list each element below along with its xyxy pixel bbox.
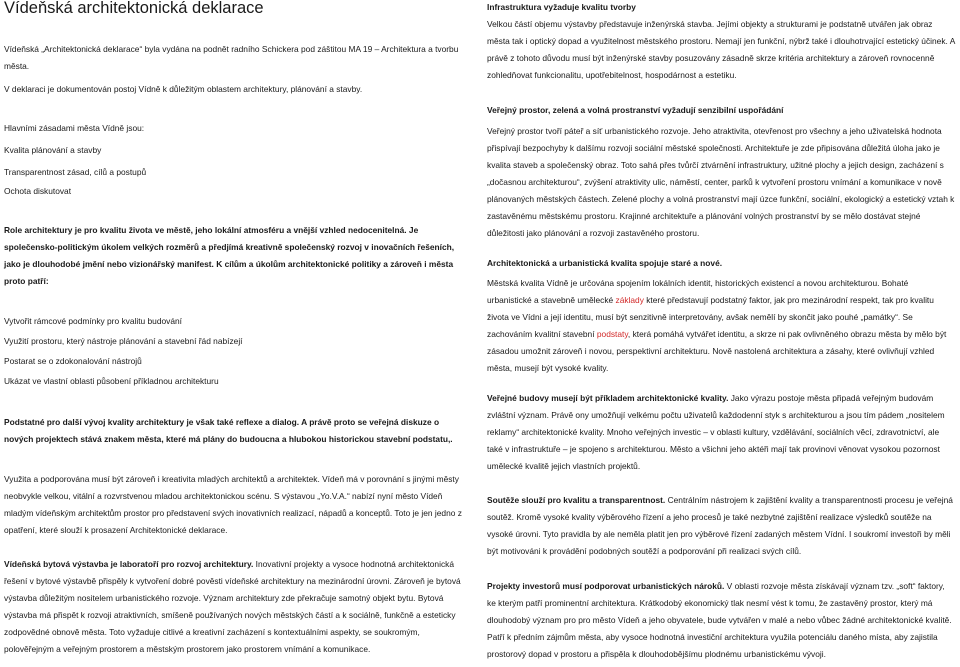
goal-item: Vytvořit rámcové podmínky pro kvalitu budování bbox=[4, 316, 182, 326]
housing-heading: Vídeňská bytová výstavba je laboratoří pro rozvoj architektury. bbox=[4, 559, 254, 569]
principle-item: Transparentnost zásad, cílů a postupů bbox=[4, 167, 147, 177]
competitions-text: Centrálním nástrojem k zajištění kvality a transparentnosti procesu je veřejná soutěž. Kromě vysoké kvality výběrového řízení a jeho procesů je také nezbytné zajištění realizace výsledků soutěže na vysoké úrovni. Tyto pravidla by ale neměla platit jen pro výběrové řízení zadaných městem Vídní. I soukromí investoři by měli být motivováni k provádění podobných soutěží a podporování při realizaci svých cílů. bbox=[487, 495, 953, 556]
highlight-word: podstaty bbox=[596, 329, 628, 339]
housing-text: Inovativní projekty a vysoce hodnotná architektonická řešení v bytové výstavbě přispěly k vytvoření dobré pověsti vídeňské architektury na mezinárodní úrovni. Zároveň je bytová výstavba důležitým nositelem urbanistického rozvoje. Význam architektury zde překračuje samotný objekt bytu. Bytová výstavba má přispět k rozvoji atraktivních, smíšeně používaných nových městských částí a k sociálně, funkčně a esteticky zodpovědné obnově města. Toto vyžaduje citlivé a kreativní zacházení s kontextuálními aspekty, se soukromým, polověřejným a veřejným prostorem a městským prostorem jako prostorem vnímání a komunikace. bbox=[4, 559, 461, 654]
investor-projects-paragraph bbox=[487, 578, 955, 663]
public-space-paragraph: Veřejný prostor tvoří páteř a síť urbanistického rozvoje. Jeho atraktivita, otevřenost pro všechny a jeho uživatelská hodnota přispívají bezpochyby k dalšímu rozvoji sociální městské společnosti. Architektuře je zde připisována důležitá úloha jako je kvalita staveb a společenský obraz. Toto sahá přes tvůrčí ztvárnění infrastruktury, užitné plochy a jejich design, zacházení s „dočasnou architekturou“, zvýšení atraktivity ulic, náměstí, center, parků k vytvoření prostoru vnímání a komunikace v nově plánovaných městských částech. Zelené plochy a volná prostranství mají úzce funkční, sociální, ekologický a estetický vztah k zastavěnému městskému prostoru. Krajinné architektuře a plánování volných prostranství by se mělo dostávat stejné důležitosti jako plánování a rozvoji zastavěného prostoru. bbox=[487, 126, 955, 238]
urban-quality-heading: Architektonická a urbanistická kvalita spojuje staré a nové. bbox=[487, 258, 723, 268]
public-buildings-paragraph bbox=[487, 390, 955, 475]
intro-paragraph-2: V deklaraci je dokumentován postoj Vídně k důležitým oblastem architektury, plánování a stavby. bbox=[4, 84, 363, 94]
principles-heading: Hlavními zásadami města Vídně jsou: bbox=[4, 123, 145, 133]
investor-projects-text: V oblasti rozvoje města získávají význam tzv. „soft“ faktory, ke kterým patří prominentní architektura. Krátkodobý ekonomický tlak nesmí vést k tomu, že zastavěný prostor, který má dlouhodobý význam pro pro město Vídeň a jeho obyvatele, bude vytvářen v malé a nebo vůbec žádné architektonické kvalitě. Patří k předním zájmům města, aby vysoce hodnotná investiční architektura využila potenciálu daného místa, aby zajistila prostorový dopad v prostoru a přispěla k dlouhodobějšímu plodnému urbanistickému vývoji. bbox=[487, 581, 952, 659]
competitions-paragraph bbox=[487, 492, 955, 560]
young-architects-paragraph: Využita a podporována musí být zároveň i kreativita mladých architektů a architektek. Vídeň má v porovnání s jinými městy neobvykle velkou, vitální a rozvrstvenou mladou architektonickou scénu. S výstavou „Yo.V.A.“ nabízí nyní město Vídeň mladým vídeňským architektům prostor pro představení svých inovativních realizací, nápadů a konceptů. Toto je jen jedno z opatření, které slouží k prosazení Architektonické deklarace. bbox=[4, 474, 462, 535]
housing-paragraph bbox=[4, 556, 470, 658]
goal-item: Ukázat ve vlastní oblasti působení příkladnou architekturu bbox=[4, 376, 219, 386]
urban-text-c: , která pomáhá vytvářet identitu, a skrze ni pak ovlivněného obrazu města by mělo být zásadou umožnit zároveň i novou, perspektivní architekturu. Nově nastolená architektura a zásahy, které ovlivňují vzhled města, musejí být vysoké kvality. bbox=[487, 329, 947, 373]
role-paragraph: Role architektury je pro kvalitu života ve městě, jeho lokální atmosféru a vnější vzhled nedocenitelná. Je společensko-politickým úkolem velkých rozměrů a předjímá kreativně společenský rozvoj v inovačních řešeních, jako je dlouhodobé jmění nebo vizionářský manifest. K cílům a úkolům architektonické politiky a zároveň i města proto patří: bbox=[4, 225, 455, 286]
infrastructure-paragraph: Velkou částí objemu výstavby představuje inženýrská stavba. Jejími objekty a strukturami je podstatně utvářen jak obraz města tak i optický dopad a využitelnost městského prostoru. Nemají jen funkční, nýbrž také i dlouhotrvající estetický účinek. A právě z tohoto důvodu musí být inženýrské stavby posuzovány zásadně skrze kritéria architektury a zároveň rovnocenně zohledňovat funkcionalitu, upotřebitelnost, hospodárnost a estetiku. bbox=[487, 19, 955, 80]
urban-text-a: Městská kvalita Vídně je určována spojením lokálních identit, historických existencí a novou architekturou. Bohaté urbanistické a stavebně umělecké bbox=[487, 278, 909, 305]
highlight-word: základy bbox=[615, 295, 644, 305]
urban-text-b: které představují podstatný faktor, jak pro mezinárodní respekt, tak pro kvalitu života ve Vídni a její identitu, musí být senzitivně interpretovány, avšak nemělí by skončit jako pouhé „památky“. Se zachováním kvalitní stavební bbox=[487, 295, 934, 339]
public-buildings-text: Jako výrazu postoje města připadá veřejným budovám zvláštní význam. Právě ony umožňují velkému počtu uživatelů každodenní styk s architekturou a jsou tím pádem „nositelem reklamy“ architektonické kvality. Mnoho veřejných investic – v oblasti kultury, vzdělávání, sociálních věcí, zdravotnictví, ale také v infrastruktuře – je spojeno s architekturou. Město a všichni jeho aktéři mají tak provinovi věnovat vysokou pozornost umělecké kvalitě jejich vlastních projektů. bbox=[487, 393, 945, 471]
public-space-heading: Veřejný prostor, zelená a volná prostranství vyžadují senzibilní uspořádání bbox=[487, 105, 784, 115]
reflection-paragraph: Podstatné pro další vývoj kvality architektury je však také reflexe a dialog. A právě proto se veřejná diskuze o nových projektech stává znakem města, které má plány do budoucna a hlubokou historickou stavební podstatu,. bbox=[4, 417, 453, 444]
intro-paragraph: Vídeňská „Architektonická deklarace“ byla vydána na podnět radního Schickera pod záštitou MA 19 – Architektura a tvorbu města. bbox=[4, 44, 459, 71]
infrastructure-heading: Infrastruktura vyžaduje kvalitu tvorby bbox=[487, 2, 636, 12]
principle-item: Kvalita plánování a stavby bbox=[4, 145, 102, 155]
competitions-heading: Soutěže slouží pro kvalitu a transparentnost. bbox=[487, 495, 666, 505]
investor-projects-heading: Projekty investorů musí podporovat urbanistických nároků. bbox=[487, 581, 725, 591]
public-buildings-heading: Veřejné budovy musejí být příkladem architektonické kvality. bbox=[487, 393, 729, 403]
page-title: Vídeňská architektonická deklarace bbox=[4, 0, 264, 17]
principle-item: Ochota diskutovat bbox=[4, 186, 72, 196]
goal-item: Postarat se o zdokonalování nástrojů bbox=[4, 356, 142, 366]
goal-item: Využití prostoru, který nástroje plánování a stavební řád nabízejí bbox=[4, 336, 243, 346]
urban-quality-paragraph bbox=[487, 275, 955, 377]
